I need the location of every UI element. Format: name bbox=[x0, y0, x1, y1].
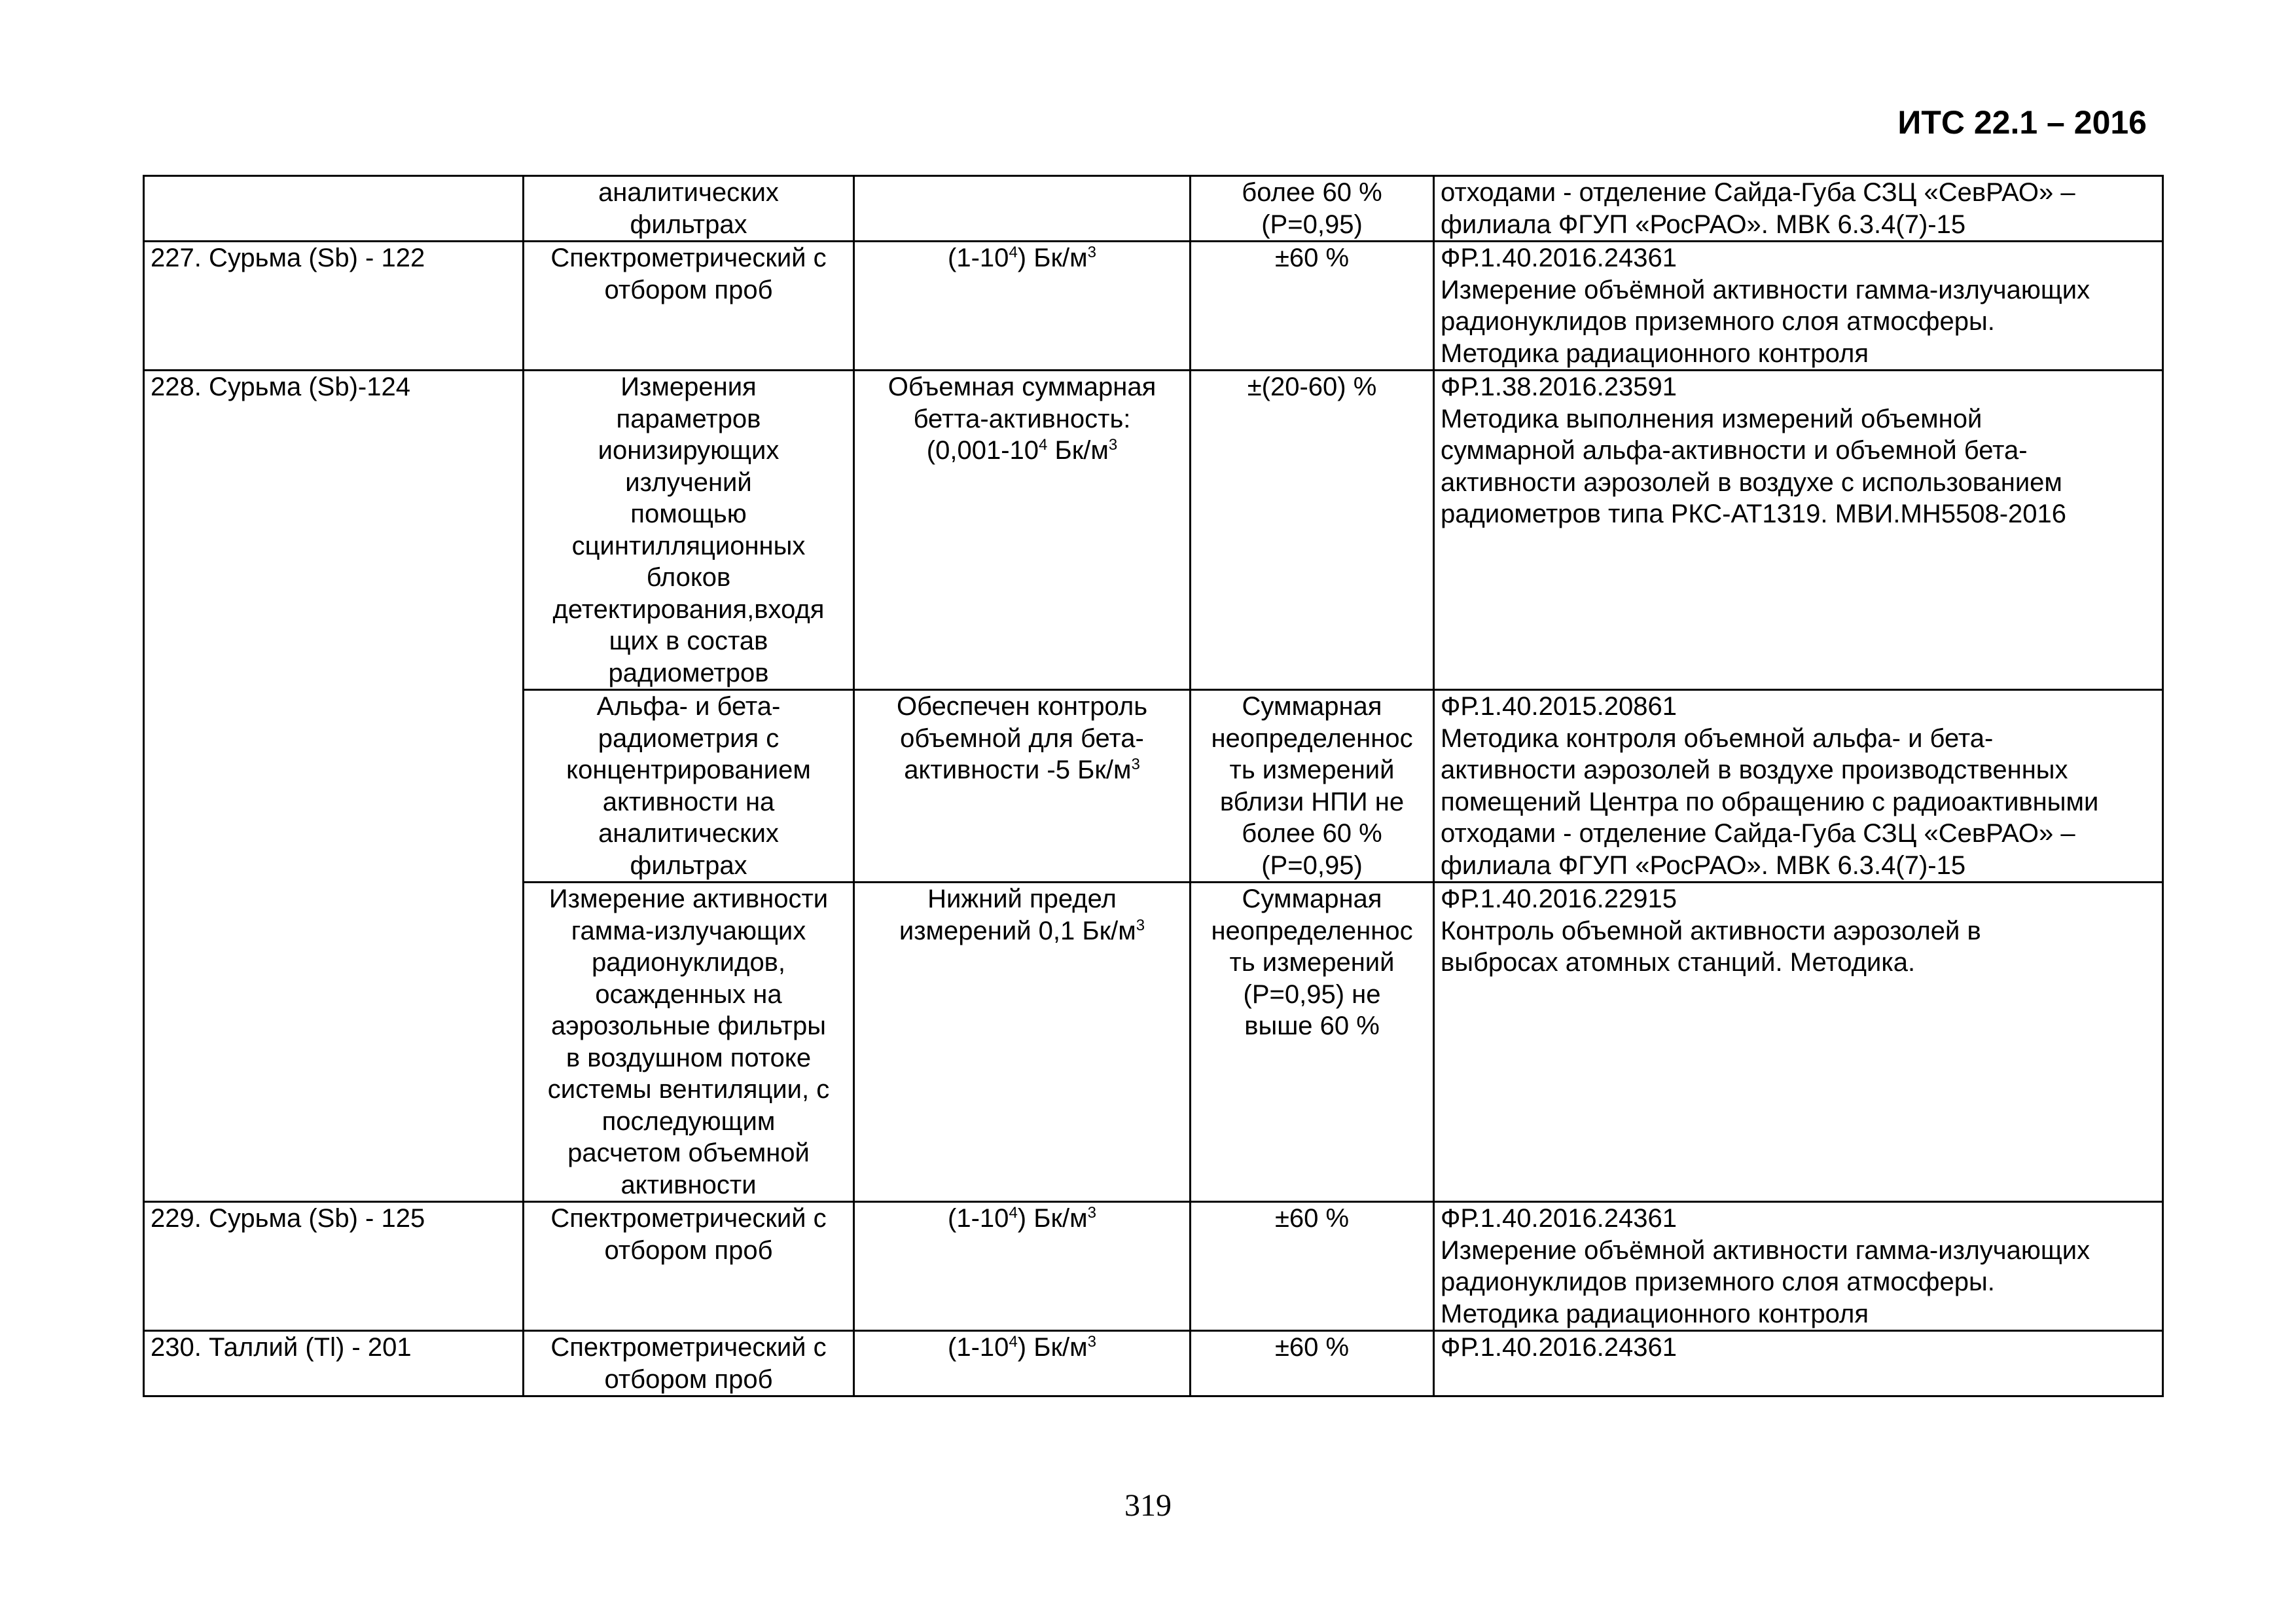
uncertainty-cell: ±60 % bbox=[1191, 1331, 1434, 1396]
document-cell: ФР.1.40.2016.22915 Контроль объемной активности аэрозолей в выбросах атомных станций. Методика. bbox=[1434, 883, 2163, 1202]
method-cell: аналитических фильтрах bbox=[524, 176, 854, 242]
element-cell: 228. Сурьма (Sb)-124 bbox=[144, 371, 524, 1202]
method-cell: Альфа- и бета- радиометрия с концентрированием активности на аналитических фильтрах bbox=[524, 690, 854, 883]
document-cell: ФР.1.40.2016.24361 Измерение объёмной активности гамма-излучающих радионуклидов приземного слоя атмосферы. Методика радиационного контроля bbox=[1434, 1202, 2163, 1331]
range-cell: $(1-10^4)$ $Бк/м^3$ bbox=[854, 1331, 1191, 1396]
table-row-229 bbox=[144, 1202, 2163, 1331]
uncertainty-cell: Суммарная неопределеннос ть измерений (Р=0,95) не выше 60 % bbox=[1191, 883, 1434, 1202]
range-cell: Нижний предел измерений 0,1 $Бк/м^3$ bbox=[854, 883, 1191, 1202]
range-cell: $(1-10^4)$ $Бк/м^3$ bbox=[854, 242, 1191, 371]
range-cell: Объемная суммарная бетта-активность: ($0,001-10^4$ $Бк/м^3$ bbox=[854, 371, 1191, 690]
uncertainty-cell: Суммарная неопределеннос ть измерений вблизи НПИ не более 60 % (Р=0,95) bbox=[1191, 690, 1434, 883]
document-cell: ФР.1.38.2016.23591 Методика выполнения измерений объемной суммарной альфа-активности и объемной бета- активности аэрозолей в воздухе с использованием радиометров типа РКС-АТ1319. МВИ.МН5508-2016 bbox=[1434, 371, 2163, 690]
element-cell: 230. Таллий (Tl) - 201 bbox=[144, 1331, 524, 1396]
document-cell: отходами - отделение Сайда-Губа СЗЦ «СевРАО» – филиала ФГУП «РосРАО». МВК 6.3.4(7)-15 bbox=[1434, 176, 2163, 242]
table-row-227 bbox=[144, 242, 2163, 371]
methods-table bbox=[143, 175, 2164, 1397]
method-cell: Спектрометрический с отбором проб bbox=[524, 1202, 854, 1331]
document-cell: ФР.1.40.2015.20861 Методика контроля объемной альфа- и бета- активности аэрозолей в воздухе производственных помещений Центра по обращению с радиоактивными отходами - отделение Сайда-Губа СЗЦ «СевРАО» – филиала ФГУП «РосРАО». МВК 6.3.4(7)-15 bbox=[1434, 690, 2163, 883]
element-cell bbox=[144, 176, 524, 242]
method-cell: Спектрометрический с отбором проб bbox=[524, 242, 854, 371]
table-row-228 bbox=[144, 371, 2163, 690]
document-header-title: ИТС 22.1 – 2016 bbox=[1897, 104, 2147, 141]
uncertainty-cell: более 60 % (Р=0,95) bbox=[1191, 176, 1434, 242]
range-cell: Обеспечен контроль объемной для бета- активности -5 $Бк/м^3$ bbox=[854, 690, 1191, 883]
method-cell: Спектрометрический с отбором проб bbox=[524, 1331, 854, 1396]
element-cell: 229. Сурьма (Sb) - 125 bbox=[144, 1202, 524, 1331]
element-cell: 227. Сурьма (Sb) - 122 bbox=[144, 242, 524, 371]
table-row-230 bbox=[144, 1331, 2163, 1396]
page-number: 319 bbox=[1124, 1488, 1172, 1523]
range-cell bbox=[854, 176, 1191, 242]
range-cell: $(1-10^4)$ $Бк/м^3$ bbox=[854, 1202, 1191, 1331]
uncertainty-cell: ±60 % bbox=[1191, 1202, 1434, 1331]
document-cell: ФР.1.40.2016.24361 bbox=[1434, 1331, 2163, 1396]
method-cell: Измерение активности гамма-излучающих радионуклидов, осажденных на аэрозольные фильтры в воздушном потоке системы вентиляции, с последующим расчетом объемной активности bbox=[524, 883, 854, 1202]
uncertainty-cell: ±(20-60) % bbox=[1191, 371, 1434, 690]
table-row-continuation bbox=[144, 176, 2163, 242]
document-cell: ФР.1.40.2016.24361 Измерение объёмной активности гамма-излучающих радионуклидов приземного слоя атмосферы. Методика радиационного контроля bbox=[1434, 242, 2163, 371]
uncertainty-cell: ±60 % bbox=[1191, 242, 1434, 371]
method-cell: Измерения параметров ионизирующих излучений помощью сцинтилляционных блоков детектирования,входя щих в состав радиометров bbox=[524, 371, 854, 690]
